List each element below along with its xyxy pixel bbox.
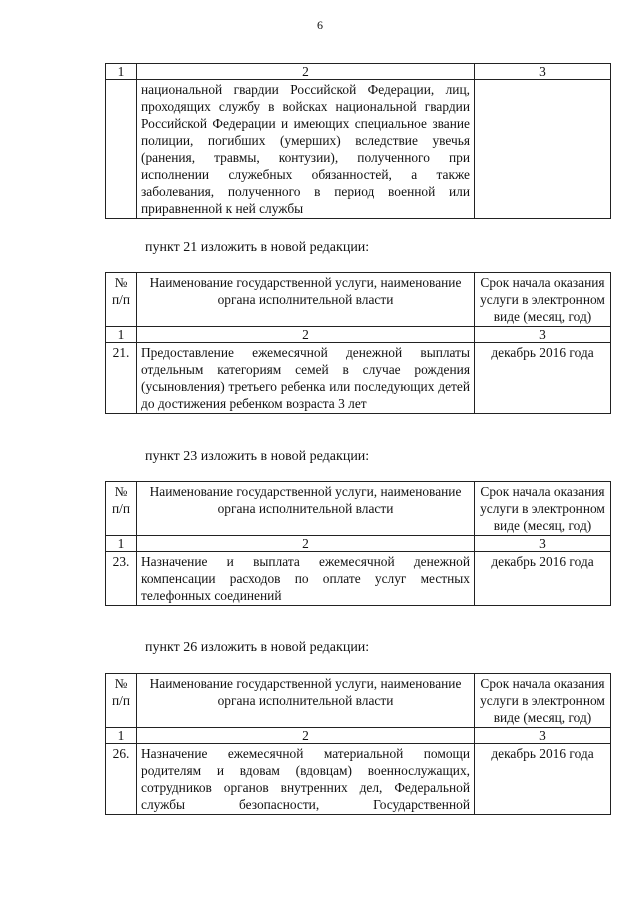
- header-deadline: Срок начала оказания услуги в электронном виде (месяц, год): [475, 674, 611, 728]
- amendment-paragraph-23: пункт 23 изложить в новой редакции:: [145, 449, 370, 464]
- column-index-row: [106, 327, 611, 343]
- column-index-3: 3: [475, 327, 611, 343]
- column-index-1: 1: [106, 64, 137, 80]
- header-row: [106, 674, 611, 728]
- deadline: декабрь 2016 года: [475, 744, 611, 815]
- header-service-name: Наименование государственной услуги, наименование органа исполнительной власти: [137, 273, 475, 327]
- header-number: № п/п: [106, 273, 137, 327]
- header-row: [106, 273, 611, 327]
- amendment-paragraph-21: пункт 21 изложить в новой редакции:: [145, 240, 370, 255]
- header-service-name: Наименование государственной услуги, наименование органа исполнительной власти: [137, 482, 475, 536]
- column-index-2: 2: [137, 327, 475, 343]
- column-index-3: 3: [475, 536, 611, 552]
- row-number-cell: [106, 80, 137, 219]
- header-deadline: Срок начала оказания услуги в электронном виде (месяц, год): [475, 273, 611, 327]
- row-number: 26.: [106, 744, 137, 815]
- table-row: [106, 80, 611, 219]
- column-index-row: [106, 536, 611, 552]
- column-index-1: 1: [106, 728, 137, 744]
- row-number: 23.: [106, 552, 137, 606]
- header-number: № п/п: [106, 674, 137, 728]
- column-index-2: 2: [137, 728, 475, 744]
- services-table-21: [105, 272, 611, 414]
- header-service-name: Наименование государственной услуги, наименование органа исполнительной власти: [137, 674, 475, 728]
- service-name: Предоставление ежемесячной денежной выплаты отдельным категориям семей в случае рождения (усыновления) третьего ребенка или последующих детей до достижения ребенком возраста 3 лет: [137, 343, 475, 414]
- column-index-row: [106, 728, 611, 744]
- column-index-1: 1: [106, 536, 137, 552]
- column-index-1: 1: [106, 327, 137, 343]
- service-name: Назначение ежемесячной материальной помощи родителям и вдовам (вдовцам) военнослужащих, сотрудников органов внутренних дел, Федеральной службы безопасности, Государственной: [137, 744, 475, 815]
- services-table-23: [105, 481, 611, 606]
- column-index-2: 2: [137, 64, 475, 80]
- continuation-table: [105, 63, 611, 219]
- header-deadline: Срок начала оказания услуги в электронном виде (месяц, год): [475, 482, 611, 536]
- table-row: [106, 744, 611, 815]
- service-name: Назначение и выплата ежемесячной денежной компенсации расходов по оплате услуг местных телефонных соединений: [137, 552, 475, 606]
- column-index-2: 2: [137, 536, 475, 552]
- deadline: декабрь 2016 года: [475, 552, 611, 606]
- amendment-paragraph-26: пункт 26 изложить в новой редакции:: [145, 640, 370, 655]
- services-table-26: [105, 673, 611, 815]
- row-number: 21.: [106, 343, 137, 414]
- service-name-cell: национальной гвардии Российской Федерации, лиц, проходящих службу в войсках национальной гвардии Российской Федерации и имеющих специальное звание полиции, погибших (умерших) вследствие увечья (ранения, травмы, контузии), полученного при исполнении служебных обязанностей, а также заболевания, полученного в период военной или приравненной к ней службы: [137, 80, 475, 219]
- deadline: декабрь 2016 года: [475, 343, 611, 414]
- deadline-cell: [475, 80, 611, 219]
- header-number: № п/п: [106, 482, 137, 536]
- header-row: [106, 482, 611, 536]
- column-index-3: 3: [475, 728, 611, 744]
- table-row: [106, 552, 611, 606]
- table-row: [106, 343, 611, 414]
- column-index-3: 3: [475, 64, 611, 80]
- page-number: 6: [317, 18, 323, 32]
- column-index-row: [106, 64, 611, 80]
